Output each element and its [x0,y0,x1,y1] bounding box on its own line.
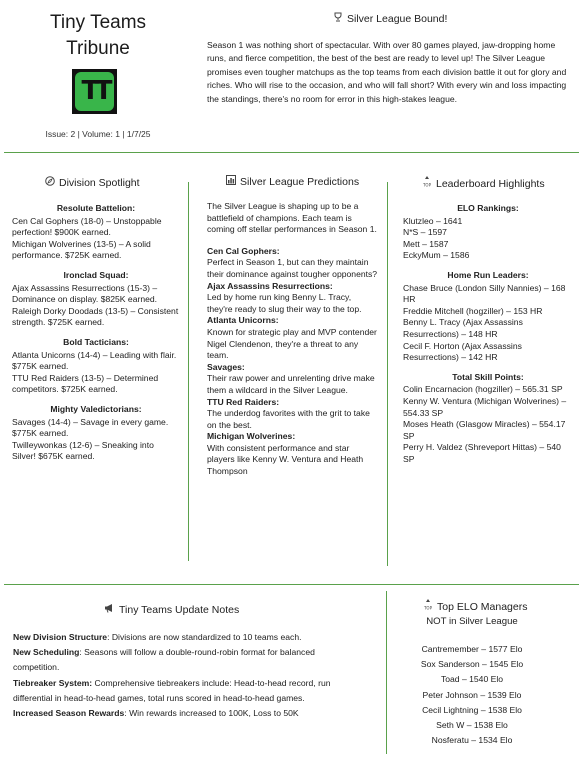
update-note-text: Comprehensive tiebreakers include: Head-to-head record, run differential in head-to-head games, total runs scored in head-to-head games. [13,677,331,703]
prediction-text: The underdog favorites with the grit to take on the best. [207,408,370,430]
intro-heading [333,12,447,25]
update-note [13,630,343,645]
predictions-heading-text: Silver League Predictions [240,176,360,188]
prediction-team: Michigan Wolverines: [207,431,296,442]
svg-text:TOP: TOP [423,605,433,610]
managers-subheading: NOT in Silver League [426,616,518,627]
leaderboard-entry: Mett – 1587 [403,238,449,249]
division-team-entry: Ajax Assassins Resurrections (15-3) – Dominance on display. $825K earned. [12,282,158,305]
division-name: Bold Tacticians: [63,336,129,347]
trophy-icon [333,12,343,25]
predictions-lead: The Silver League is shaping up to be a battlefield of champions. Each team is coming off stellar performances in Season 1. [207,201,377,235]
leaderboard-entry: Klutzleo – 1641 [403,215,463,226]
division-name: Ironclad Squad: [63,269,129,280]
compass-icon [45,176,55,189]
update-note [13,676,343,706]
prediction-text: Their raw power and unrelenting drive make them a wildcard in the Silver League. [207,373,375,395]
svg-text:TOP: TOP [422,182,432,187]
leaderboard-entry: EckyMum – 1586 [403,250,470,261]
update-note-text: : Seasons will follow a double-round-robin format for balanced competition. [13,647,315,673]
leaderboard-entry: Kenny W. Ventura (Michigan Wolverines) – 554.33 SP [403,395,567,418]
update-note-label: New Scheduling [13,647,80,658]
spotlight-heading-text: Division Spotlight [59,177,140,189]
leaderboard-entry: N*S – 1597 [403,227,447,238]
update-notes [13,630,343,721]
predictions-heading [226,175,359,188]
intro-heading-text: Silver League Bound! [347,13,448,25]
leaderboard-category: Home Run Leaders: [447,269,529,280]
prediction-team: Atlanta Unicorns: [207,315,279,326]
prediction-team: Ajax Assassins Resurrections: [207,280,333,291]
divider-col2 [387,182,388,566]
newspaper-title-line2: Tribune [66,38,130,59]
divider-col3 [386,591,387,754]
update-note-label: Increased Season Rewards [13,708,125,719]
megaphone-icon [104,603,115,616]
issue-info: Issue: 2 | Volume: 1 | 1/7/25 [45,129,151,139]
managers-heading-text: Top ELO Managers [437,601,528,613]
manager-entry: Cantremember – 1577 Elo [421,644,523,654]
division-name: Resolute Battelion: [56,203,136,213]
division-team-entry: Atlanta Unicorns (14-4) – Leading with flair. $775K earned. [12,349,177,372]
leaderboard-entry: Chase Bruce (London Silly Nannies) – 168 HR [403,282,566,305]
divider-top [4,152,579,153]
division-team-entry: Raleigh Dorky Doodads (13-5) – Consistent strength. $725K earned. [12,305,179,328]
leaderboard-heading [422,176,545,190]
top-podium-icon [422,176,432,190]
division-name: Mighty Valedictorians: [50,403,142,414]
leaderboard-entry: Colin Encarnacion (hogziller) – 565.31 SP [403,384,563,395]
manager-entry: Sox Sanderson – 1545 Elo [420,659,524,670]
leaderboard-entry: Cecil F. Horton (Ajax Assassins Resurrections) – 142 HR [403,340,522,363]
division-team-entry: Michigan Wolverines (13-5) – A solid performance. $725K earned. [12,238,151,261]
update-note-text: : Win rewards increased to 100K, Loss to 50K [124,708,299,719]
newspaper-title-line1: Tiny Teams [49,12,147,33]
prediction-team: Cen Cal Gophers: [207,245,280,256]
notes-heading [104,603,239,616]
prediction-team: Savages: [207,361,245,372]
division-team-entry: Twilleywonkas (12-6) – Sneaking into Silver! $675K earned. [12,439,154,462]
logo-text: TT [81,76,108,106]
division-spotlight [12,203,180,463]
manager-entry: Peter Johnson – 1539 Elo [422,689,522,700]
manager-entry: Toad – 1540 Elo [440,674,504,685]
spotlight-heading [45,176,140,189]
top-podium-icon [423,599,433,613]
prediction-text: Led by home run king Benny L. Tracy, they're ready to slug their way to the top. [207,292,362,314]
logo [72,69,117,114]
leaderboard-category: ELO Rankings: [457,203,519,213]
top-elo-managers [398,642,546,748]
leaderboard-entry: Perry H. Valdez (Shreveport Hittas) – 540 SP [403,442,561,464]
division-team-entry: Savages (14-4) – Savage in every game. $775K earned. [12,416,169,439]
manager-entry: Seth W – 1538 Elo [436,720,508,731]
leaderboard-heading-text: Leaderboard Highlights [436,178,545,190]
update-note [13,706,343,721]
masthead [0,0,196,150]
manager-entry: Cecil Lightning – 1538 Elo [422,704,522,715]
leaderboard-entry: Moses Heath (Glasgow Miracles) – 554.17 SP [403,419,566,441]
intro-body: Season 1 was nothing short of spectacular. With over 80 games played, jaw-dropping home runs, and fierce competition, the best of the best are ready to level up! The Silver League promises even tougher matchups as the top teams from each division battle it out for glory and riches. Who will rise to the occasion, and who will fall short? With every win and loss impacting the standings, there's no room for error in this high-stakes league. [207,40,567,104]
update-note-label: New Division Structure [13,632,108,642]
leaderboard-highlights [403,203,573,465]
managers-heading [423,599,527,613]
leaderboard-entry: Freddie Mitchell (hogziller) – 153 HR [403,305,543,316]
prediction-team: TTU Red Raiders: [207,396,280,407]
manager-entry: Nosferatu – 1534 Elo [431,735,513,746]
silver-league-predictions [207,201,379,478]
update-note-text: : Divisions are now standardized to 10 teams each. [107,632,302,642]
divider-col1 [188,182,189,561]
division-team-entry: Cen Cal Gophers (18-0) – Unstoppable perfection! $900K earned. [12,215,162,238]
prediction-text: Known for strategic play and MVP contender Nigel Clendenon, they're a threat to any team. [207,326,377,361]
leaderboard-entry: Benny L. Tracy (Ajax Assassins Resurrections) – 148 HR [403,317,523,339]
prediction-text: Perfect in Season 1, but can they maintain their dominance against tougher opponents? [207,257,378,279]
update-note-label: Tiebreaker System: [13,677,93,688]
prediction-text: With consistent performance and star players like Kenny W. Ventura and Heath Thompson [207,442,364,477]
division-team-entry: TTU Red Raiders (13-5) – Determined competitors. $725K earned. [12,372,159,395]
update-note [13,645,343,675]
bar-chart-icon [226,175,236,188]
leaderboard-category: Total Skill Points: [452,371,524,382]
notes-heading-text: Tiny Teams Update Notes [119,604,240,616]
divider-bottom [4,584,579,585]
